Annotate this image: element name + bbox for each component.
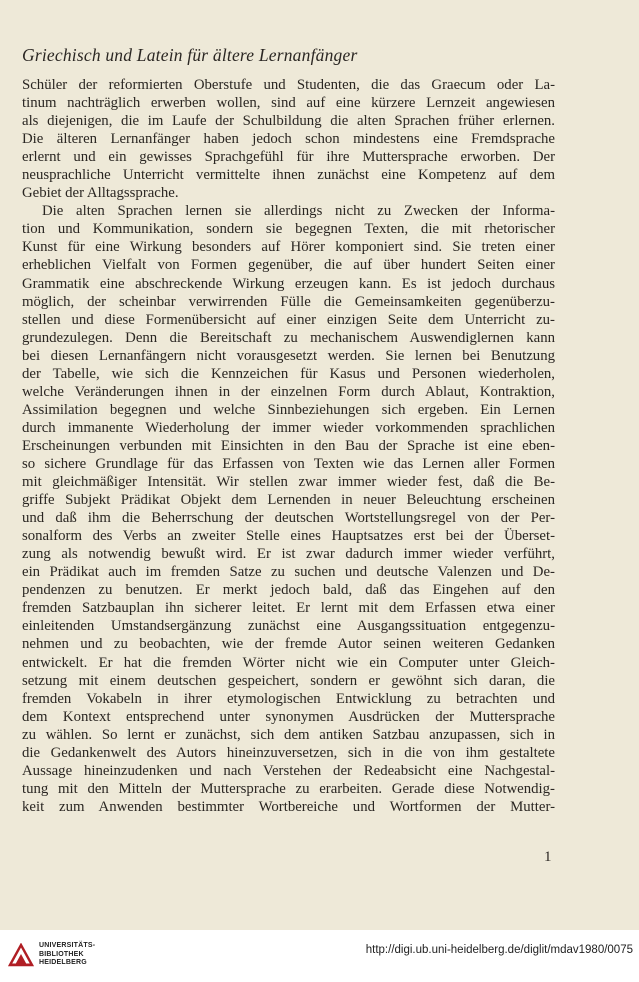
text-line: erlernt und ein gewisses Sprachgefühl für ihre Muttersprache erworben. Der [22, 149, 555, 166]
library-logo[interactable] [8, 942, 95, 968]
logo-line: UNIVERSITÄTS- [39, 942, 96, 949]
text-line: so sichere Grundlage für das Erfassen von Texten wie das Lernen aller Formen [22, 455, 555, 472]
text-line: setzung mit einem deutschen gespeichert, sondern er gewöhnt sich daran, die [22, 672, 555, 689]
text-line: Die alten Sprachen lernen sie allerdings nicht zu Zwecken der Informa- [42, 203, 555, 220]
text-line: und daß ihm die Beherrschung der deutschen Wortstellungsregel von der Per- [22, 510, 555, 527]
text-line: grundezulegen. Denn die Bereitschaft zu mechanischem Auswendiglernen kann [22, 329, 555, 346]
running-head: Griechisch und Latein für ältere Lernanfänger [22, 45, 358, 65]
text-line: ein Prädikat auch im fremden Satze zu suchen und deutsche Valenzen und De- [22, 564, 555, 581]
text-line: pendenzen zu benutzen. Er merkt jedoch bald, daß das Eingehen auf den [22, 582, 555, 599]
text-line: sonalform des Verbs an zweiter Stelle eines Hauptsatzes erst bei der Überset- [22, 528, 555, 545]
text-line: bei diesen Lernanfängern nicht vorausgesetzt werden. Sie lernen bei Benutzung [22, 347, 555, 364]
text-line: durch immanente Wiederholung der immer wieder vorkommenden sprachlichen [22, 419, 555, 436]
source-url-link[interactable]: http://digi.ub.uni-heidelberg.de/diglit/mdav1980/0075 [365, 944, 633, 956]
text-line: tinum nachträglich erwerben wollen, sind auf eine kürzere Lernzeit angewiesen [22, 95, 555, 112]
text-line: Grammatik eine abschreckende Wirkung erzeugen kann. Es ist jedoch durchaus [22, 275, 555, 292]
text-line: stellen und diese Formenübersicht auf einer einzigen Seite dem Unterricht zu- [22, 311, 555, 328]
university-library-emblem-icon [8, 943, 34, 967]
text-line: entwickelt. Er hat die fremden Wörter nicht wie ein Computer unter Gleich- [22, 654, 555, 671]
text-line: der Tabelle, wie sich die Kennzeichen für Kasus und Personen wiederholen, [22, 365, 555, 382]
footer-bar [0, 930, 639, 982]
text-line: möglich, der scheinbar verwirrenden Fülle die Gemeinsamkeiten gegenüberzu- [22, 293, 555, 310]
text-line: Erscheinungen verbunden mit Einsichten in den Bau der Sprache ist eine eben- [22, 437, 555, 454]
text-line: einleitenden Umstandsergänzung zunächst eine Ausgangssituation entgegenzu- [22, 618, 555, 635]
text-line: Die älteren Lernanfänger haben jedoch schon mindestens eine Fremdsprache [22, 131, 555, 148]
text-line: Aussage hineinzudenken und nach Verstehen der Redeabsicht eine Nachgestal- [22, 762, 555, 779]
text-line: neusprachliche Unterricht vermittelte ihnen zunächst eine Kompetenz auf dem [22, 167, 555, 184]
body-text [22, 76, 555, 816]
text-line: zung als notwendig bewußt wird. Er ist zwar dadurch immer wieder verführt, [22, 546, 555, 563]
text-line: tung mit den Mitteln der Muttersprache zu erarbeiten. Gerade diese Notwendig- [22, 780, 555, 797]
text-line: als diejenigen, die im Laufe der Schulbildung die alten Sprachen früher erlernen. [22, 113, 555, 130]
text-line: Assimilation begegnen und welche Sinnbeziehungen sich ergeben. Ein Lernen [22, 401, 555, 418]
text-line: Gebiet der Alltagssprache. [22, 185, 179, 202]
text-line: Schüler der reformierten Oberstufe und Studenten, die das Graecum oder La- [22, 77, 555, 93]
text-line: tion und Kommunikation, sondern sie begegnen Texten, die mit rhetorischer [22, 221, 555, 238]
page-number: 1 [544, 849, 552, 865]
text-line: mit gleichmäßiger Intensität. Wir stellen zwar immer wieder fest, daß die Be- [22, 474, 555, 491]
text-line: griffe Subjekt Prädikat Objekt dem Lernenden in neuer Beleuchtung erscheinen [22, 492, 555, 509]
text-line: fremden Vokabeln in ihrer etymologischen Entwicklung zu betrachten und [22, 690, 555, 707]
text-line: Kunst für eine Wirkung besonders auf Hörer komponiert sind. Sie treten einer [22, 239, 555, 256]
text-line: fremden Satzbauplan ihn sicherer leitet. Er lernt mit dem Erfassen etwa einer [22, 600, 555, 617]
text-line: erheblichen Vielfalt von Formen gegenüber, die auf über hundert Seiten einer [22, 257, 555, 274]
logo-line: HEIDELBERG [39, 959, 87, 966]
text-line: welche Veränderungen ihnen in der einzelnen Form durch Ablaut, Kontraktion, [22, 383, 555, 400]
text-line: die Gedankenwelt des Autors hineinzuversetzen, sich in die von ihm gestaltete [22, 744, 555, 761]
text-line: zu wählen. So lernt er zunächst, sich dem antiken Satzbau anzupassen, sich in [22, 726, 555, 743]
logo-line: BIBLIOTHEK [39, 950, 84, 958]
text-line: nehmen und zu beobachten, wie der fremde Autor seinen weiteren Gedanken [22, 636, 555, 653]
library-logo-text [39, 942, 95, 968]
text-line: dem Kontext entsprechend unter synonymen Ausdrücken der Muttersprache [22, 708, 555, 725]
text-line: keit zum Anwenden bestimmter Wortbereiche und Wortformen der Mutter- [22, 798, 555, 815]
